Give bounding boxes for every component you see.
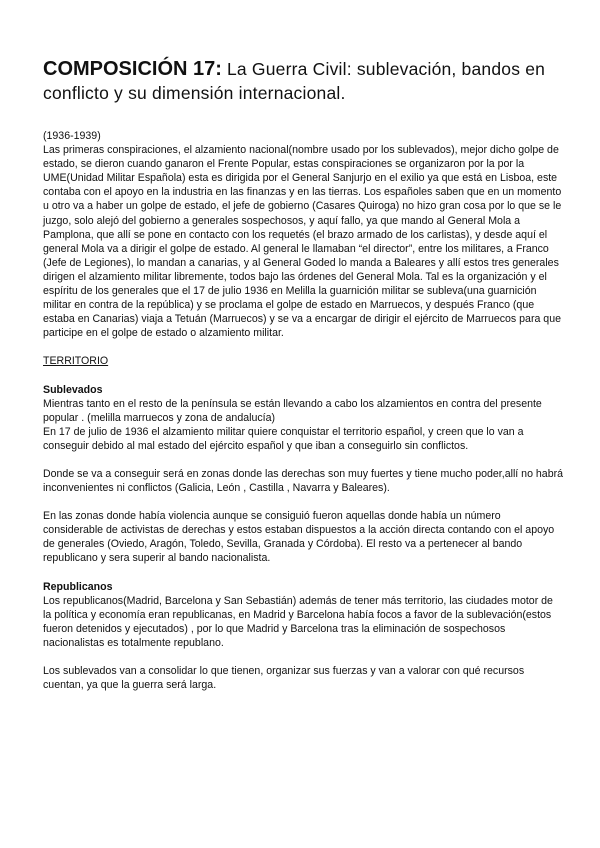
title-number: COMPOSICIÓN 17: — [43, 58, 222, 80]
date-range: (1936-1939) — [43, 130, 101, 142]
document-title — [43, 57, 573, 105]
document-body — [43, 129, 563, 692]
sublevados-paragraph-3: Donde se va a conseguir será en zonas donde las derechas son muy fuertes y tiene mucho poder,allí no habrá inconvenientes ni conflictos (Galicia, León , Castilla , Navarra y Baleares). — [43, 467, 564, 495]
title-text: La Guerra Civil: sublevación, bandos en conflicto y su dimensión internacional. — [43, 59, 546, 103]
section-heading-territorio: TERRITORIO — [43, 355, 109, 368]
sublevados-paragraph-1: Mientras tanto en el resto de la península se están llevando a cabo los alzamientos en contra del presente popular . (melilla marruecos y zona de andalucía) — [43, 397, 542, 424]
sublevados-paragraph-2: En 17 de julio de 1936 el alzamiento militar quiere conquistar el territorio español, y creen que lo van a conseguir debido al mal estado del ejército español y que iban a conseguirlo sin conflictos. — [43, 425, 524, 452]
closing-paragraph: Los sublevados van a consolidar lo que tienen, organizar sus fuerzas y van a valorar con qué recursos cuentan, ya que la guerra será larga. — [43, 665, 525, 692]
sublevados-paragraph-4: En las zonas donde había violencia aunque se consiguió fueron aquellas donde había un número considerable de activistas de derechas y estos estaban dispuestos a la acción directa contando con el apoyo de generales (Oviedo, Aragón, Toledo, Sevilla, Granada y Córdoba). El resto va a pertenecer al bando republicano y sera superir al bando nacionalista. — [43, 510, 555, 565]
republicanos-paragraph: Los republicanos(Madrid, Barcelona y San Sebastián) además de tener más territorio, las ciudades motor de la política y economía eran republicanas, en Madrid y Barcelona había focos a favor de la sublevación(estos fueron detenidos y ejecutados) , por lo que Madrid y Barcelona tras la eliminación de sospechosos nacionalistas es totalmente republano. — [43, 594, 553, 649]
intro-paragraph: Las primeras conspiraciones, el alzamiento nacional(nombre usado por los sublevados), mejor dicho golpe de estado, se dieron cuando ganaron el Frente Popular, estas conspiraciones se organizaron por la por la UME(Unidad Militar Española) esta es dirigida por el General Sanjurjo en el exilio ya que está en Lisboa, este contaba con el apoyo en la industria en las finanzas y en las tierras. Los españoles saben que en un momento u otro va a haber un golpe de estado, el jefe de gobierno (Casares Quiroga) no hizo gran cosa por lo que se le juzgo, solo alejó del gobierno a generales sospechosos, y aquí fallo, ya que mando al General Mola a Pamplona, que allí se pone en contacto con los requetés (el brazo armado de los carlistas), y desde aquí el general Mola va a dirigir el golpe de estado. Al general le llamaban “el director”, entre los militares, a Franco (Jefe de Legiones), lo mandan a canarias, y al General Goded lo manda a Baleares y allí estos tres generales dirigen el alzamiento militar libremente, todos bajo las órdenes del General Mola. Tal es la organización y el espíritu de los generales que el 17 de julio 1936 en Melilla la guarnición militar se subleva(una guarnición militar en contra de la república) y se proclama el golpe de estado en Marruecos, y después Franco (que estaba en Canarias) viaja a Tetuán (Marruecos) y se va a encargar de dirigir el ejército de Marruecos para que participe en el golpe de estado o alzamiento militar. — [43, 144, 562, 340]
subheading-republicanos: Republicanos — [43, 580, 113, 593]
subheading-sublevados: Sublevados — [43, 383, 103, 396]
